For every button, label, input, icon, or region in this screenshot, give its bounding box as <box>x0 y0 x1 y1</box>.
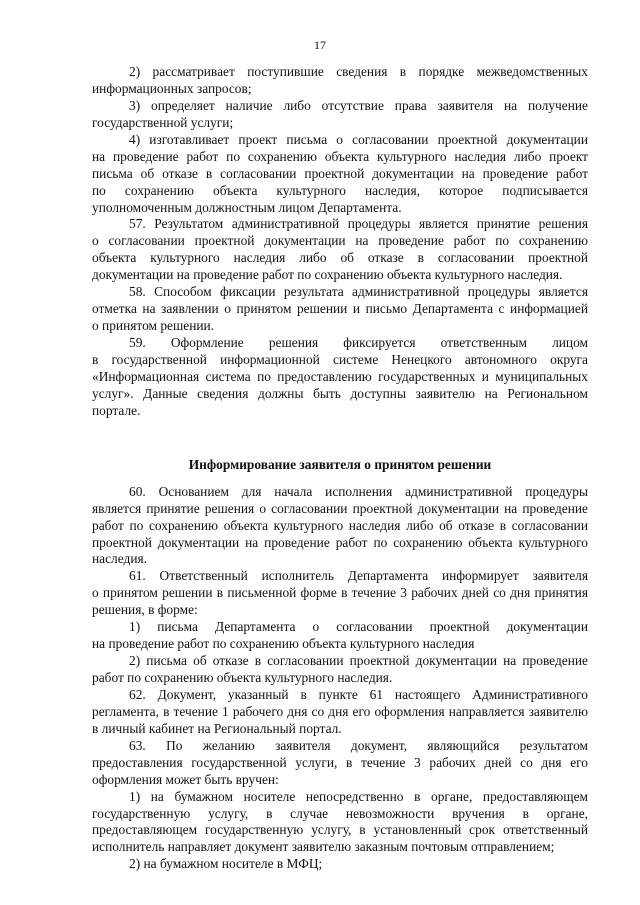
text-line: в личный кабинет на Региональный портал. <box>92 720 342 736</box>
paragraph-item-61-1 <box>92 619 588 653</box>
text-line: «Информационная система по предоставлению государственных и муниципальных <box>92 368 588 384</box>
paragraphs-before-heading <box>92 64 588 420</box>
paragraph-para-62 <box>92 687 588 738</box>
text-line: 59. Оформление решения фиксируется ответственным лицом <box>129 335 588 350</box>
text-line: на проведение работ по сохранению объекта культурного наследия либо проект <box>92 148 588 164</box>
text-line: проектной документации на проведение работ по сохранению объекта культурного <box>92 534 588 550</box>
text-line: решения, в форме: <box>92 602 198 618</box>
text-line: государственной услуги; <box>92 114 234 130</box>
section-heading: Информирование заявителя о принятом решении <box>188 456 492 472</box>
paragraph-item-61-2 <box>92 653 588 687</box>
text-line: предоставляющем государственную услугу, в установленный срок ответственный <box>92 822 588 838</box>
paragraph-item-63-2 <box>92 856 588 873</box>
text-line: портале. <box>92 402 141 418</box>
text-line: оформления может быть вручен: <box>92 771 279 787</box>
text-line: 62. Документ, указанный в пункте 61 настоящего Административного <box>129 686 588 702</box>
heading-gap <box>92 477 588 484</box>
text-line: исполнитель направляет документ заявителю заказным почтовым отправлением; <box>92 839 555 855</box>
paragraph-para-59 <box>92 335 588 420</box>
text-line: о принятом решении. <box>92 318 215 334</box>
paragraph-item-63-1 <box>92 789 588 857</box>
paragraph-para-58 <box>92 284 588 335</box>
text-line: 4) изготавливает проект письма о согласовании проектной документации <box>129 131 588 147</box>
text-line: уполномоченным должностным лицом Департамента. <box>92 199 402 215</box>
text-line: о принятом решении в письменной форме в течение 3 рабочих дней со дня принятия <box>92 585 588 601</box>
paragraph-para-63 <box>92 738 588 789</box>
text-line: на проведение работ по сохранению объекта культурного наследия <box>92 636 475 652</box>
paragraph-para-57 <box>92 216 588 284</box>
text-line: 61. Ответственный исполнитель Департамента информирует заявителя <box>129 568 588 584</box>
text-line: информационных запросов; <box>92 80 252 96</box>
text-line: письма об отказе в согласовании проектной документации на проведение работ <box>92 165 588 181</box>
text-line: о согласовании проектной документации на проведение работ по сохранению <box>92 233 588 249</box>
document-body <box>92 64 588 873</box>
text-line: 58. Способом фиксации результата административной процедуры является <box>129 284 588 300</box>
text-line: 2) на бумажном носителе в МФЦ; <box>129 856 323 872</box>
text-line: является принятие решения о согласовании проектной документации на проведение <box>92 500 588 516</box>
text-line: наследия. <box>92 551 147 567</box>
text-line: 60. Основанием для начала исполнения административной процедуры <box>129 483 588 499</box>
page-number: 17 <box>314 38 326 52</box>
text-line: регламента, в течение 1 рабочего дня со дня его оформления направляется заявителю <box>92 703 588 719</box>
text-line: 63. По желанию заявителя документ, являющийся результатом <box>129 737 588 753</box>
text-line: 2) письма об отказе в согласовании проектной документации на проведение <box>129 653 588 669</box>
text-line: 57. Результатом административной процедуры является принятие решения <box>129 216 588 232</box>
text-line: услуг». Данные сведения должны быть доступны заявителю на Региональном <box>92 385 588 401</box>
paragraphs-after-heading <box>92 484 588 874</box>
text-line: объекта культурного наследия либо об отказе в согласовании проектной <box>92 250 588 266</box>
text-line: работ по сохранению объекта культурного наследия либо об отказе в согласовании <box>92 517 588 533</box>
text-line: 1) на бумажном носителе непосредственно в органе, предоставляющем <box>129 788 588 804</box>
text-line: работ по сохранению объекта культурного наследия. <box>92 670 393 685</box>
text-line: в государственной информационной системе Ненецкого автономного округа <box>92 351 588 367</box>
paragraph-item-2 <box>92 64 588 98</box>
section-gap <box>92 420 588 453</box>
text-line: предоставления государственной услуги, в течение 3 рабочих дней со дня его <box>92 754 588 770</box>
paragraph-item-3 <box>92 98 588 132</box>
paragraph-para-60 <box>92 484 588 569</box>
text-line: по сохранению объекта культурного наследия, которое подписывается <box>92 182 588 198</box>
paragraph-item-4 <box>92 132 588 217</box>
text-line: отметка на заявлении о принятом решении и письмо Департамента с информацией <box>92 301 588 317</box>
text-line: государственную услугу, в случае невозможности вручения в органе, <box>92 805 588 821</box>
text-line: 2) рассматривает поступившие сведения в порядке межведомственных <box>129 64 588 79</box>
text-line: 3) определяет наличие либо отсутствие права заявителя на получение <box>129 97 588 113</box>
text-line: 1) письма Департамента о согласовании проектной документации <box>129 619 588 635</box>
text-line: документации на проведение работ по сохранению объекта культурного наследия. <box>92 267 563 283</box>
paragraph-para-61 <box>92 568 588 619</box>
